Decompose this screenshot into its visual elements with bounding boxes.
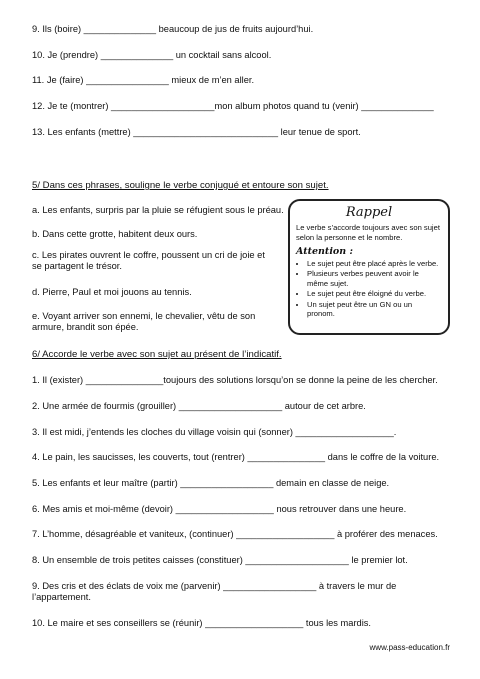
section-6-item-8: 8. Un ensemble de trois petites caisses (constituer) ____________________ le premier lot. — [32, 555, 408, 565]
section-6-item-4: 4. Le pain, les saucisses, les couverts, tout (rentrer) _______________ dans le coffre de la voiture. — [32, 452, 440, 462]
exercise-4-item-10: 10. Je (prendre) ______________ un cocktail sans alcool. — [32, 50, 272, 60]
rappel-title: Rappel — [345, 205, 393, 220]
rappel-rules-list — [296, 259, 442, 319]
section-6-item-9: 9. Des cris et des éclats de voix me (parvenir) __________________ à travers le mur de l’appartement. — [32, 581, 397, 602]
section-6-item-2: 2. Une armée de fourmis (grouiller) ____________________ autour de cet arbre. — [32, 401, 366, 411]
section-6-title: 6/ Accorde le verbe avec son sujet au présent de l’indicatif. — [32, 349, 282, 360]
rappel-rule: • Un sujet peut être un GN ou un pronom. — [307, 300, 442, 319]
section-5-item-e: e. Voyant arriver son ennemi, le chevalier, vêtu de son armure, brandit son épée. — [32, 311, 256, 332]
rappel-intro: Le verbe s’accorde toujours avec son sujet selon la personne et le nombre. — [296, 223, 440, 242]
rappel-attention: Attention : — [296, 246, 353, 257]
exercise-4-item-9: 9. Ils (boire) ______________ beaucoup de jus de fruits aujourd’hui. — [32, 24, 314, 34]
section-5-item-d: d. Pierre, Paul et moi jouons au tennis. — [32, 287, 192, 297]
section-5-item-b: b. Dans cette grotte, habitent deux ours. — [32, 229, 198, 239]
exercise-4-item-11: 11. Je (faire) ________________ mieux de m’en aller. — [32, 75, 255, 85]
section-6-item-10: 10. Le maire et ses conseillers se (réunir) ___________________ tous les mardis. — [32, 618, 372, 628]
section-6-item-1: 1. Il (exister) _______________toujours des solutions lorsqu’on se donne la peine de les chercher. — [32, 375, 438, 385]
exercise-4-item-13: 13. Les enfants (mettre) ____________________________ leur tenue de sport. — [32, 127, 361, 137]
section-5-item-a: a. Les enfants, surpris par la pluie se réfugient sous le préau. — [32, 205, 284, 215]
footer-url: www.pass-education.fr — [369, 643, 450, 652]
rappel-rule: • Plusieurs verbes peuvent avoir le même sujet. — [307, 269, 442, 288]
section-6-item-5: 5. Les enfants et leur maître (partir) __________________ demain en classe de neige. — [32, 478, 390, 488]
rappel-rule: • Le sujet peut être placé après le verbe. — [307, 259, 442, 269]
exercise-4-item-12: 12. Je te (montrer) ____________________mon album photos quand tu (venir) ______________ — [32, 101, 434, 111]
section-6-item-6: 6. Mes amis et moi-même (devoir) ___________________ nous retrouver dans une heure. — [32, 504, 407, 514]
section-5-title: 5/ Dans ces phrases, souligne le verbe conjugué et entoure son sujet. — [32, 180, 329, 191]
rappel-box — [288, 199, 450, 335]
rappel-rule: • Le sujet peut être éloigné du verbe. — [307, 289, 442, 299]
section-6-item-3: 3. Il est midi, j’entends les cloches du village voisin qui (sonner) ___________________. — [32, 427, 397, 437]
section-5-item-c: c. Les pirates ouvrent le coffre, poussent un cri de joie et se partagent le trésor. — [32, 250, 265, 271]
section-6-item-7: 7. L’homme, désagréable et vaniteux, (continuer) ___________________ à proférer des menaces. — [32, 529, 438, 539]
